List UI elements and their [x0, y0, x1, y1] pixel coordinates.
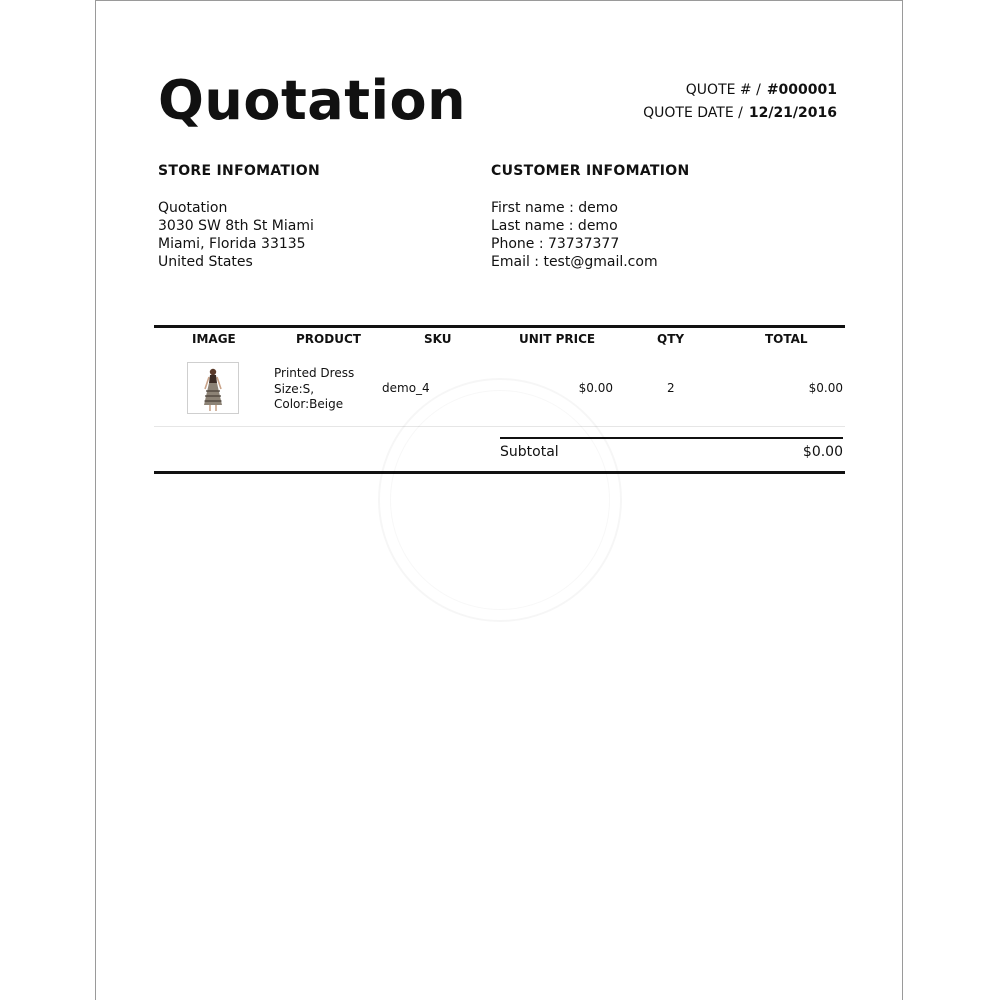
store-heading: STORE INFOMATION: [158, 163, 320, 179]
header-sku: SKU: [424, 332, 452, 346]
quote-number-label: QUOTE # /: [685, 82, 761, 98]
table-bottom-rule: [154, 471, 845, 474]
total-cell: $0.00: [808, 381, 843, 395]
items-table: [154, 325, 845, 474]
store-line: Miami, Florida 33135: [158, 236, 306, 252]
quote-date: 12/21/2016: [748, 105, 837, 121]
product-cell: [274, 366, 354, 413]
document-title: Quotation: [158, 69, 467, 132]
quote-number-line: [643, 79, 837, 102]
store-line: Quotation: [158, 200, 228, 216]
subtotal-value: $0.00: [802, 444, 843, 460]
header-total: TOTAL: [765, 332, 808, 346]
product-size: Size:S,: [274, 381, 315, 396]
customer-heading: CUSTOMER INFOMATION: [491, 163, 690, 179]
header-image: IMAGE: [192, 332, 236, 346]
store-line: 3030 SW 8th St Miami: [158, 218, 314, 234]
store-line: United States: [158, 254, 253, 270]
header-unit-price: UNIT PRICE: [519, 332, 596, 346]
quote-number: #000001: [766, 82, 837, 98]
customer-line: Phone : 73737377: [491, 236, 620, 252]
customer-line: First name : demo: [491, 200, 618, 216]
quote-date-line: [643, 102, 837, 125]
subtotal-label: Subtotal: [500, 444, 559, 460]
header-product: PRODUCT: [296, 332, 361, 346]
subtotal-section: [154, 427, 845, 471]
customer-line: Last name : demo: [491, 218, 618, 234]
quotation-page: [95, 0, 903, 1000]
store-info: [158, 199, 314, 271]
dress-photo-icon[interactable]: [187, 362, 239, 414]
sku-cell: demo_4: [382, 381, 430, 395]
header-qty: QTY: [657, 332, 685, 346]
quote-meta: [643, 79, 837, 125]
table-row: [154, 350, 845, 427]
quote-date-label: QUOTE DATE /: [643, 105, 743, 121]
subtotal-rule: [500, 437, 843, 439]
unit-price-cell: $0.00: [578, 381, 613, 395]
table-header: [154, 328, 845, 350]
customer-line: Email : test@gmail.com: [491, 254, 658, 270]
product-color: Color:Beige: [274, 397, 344, 411]
customer-info: [491, 199, 658, 271]
qty-cell: 2: [667, 381, 675, 395]
product-name: Printed Dress: [274, 366, 355, 380]
